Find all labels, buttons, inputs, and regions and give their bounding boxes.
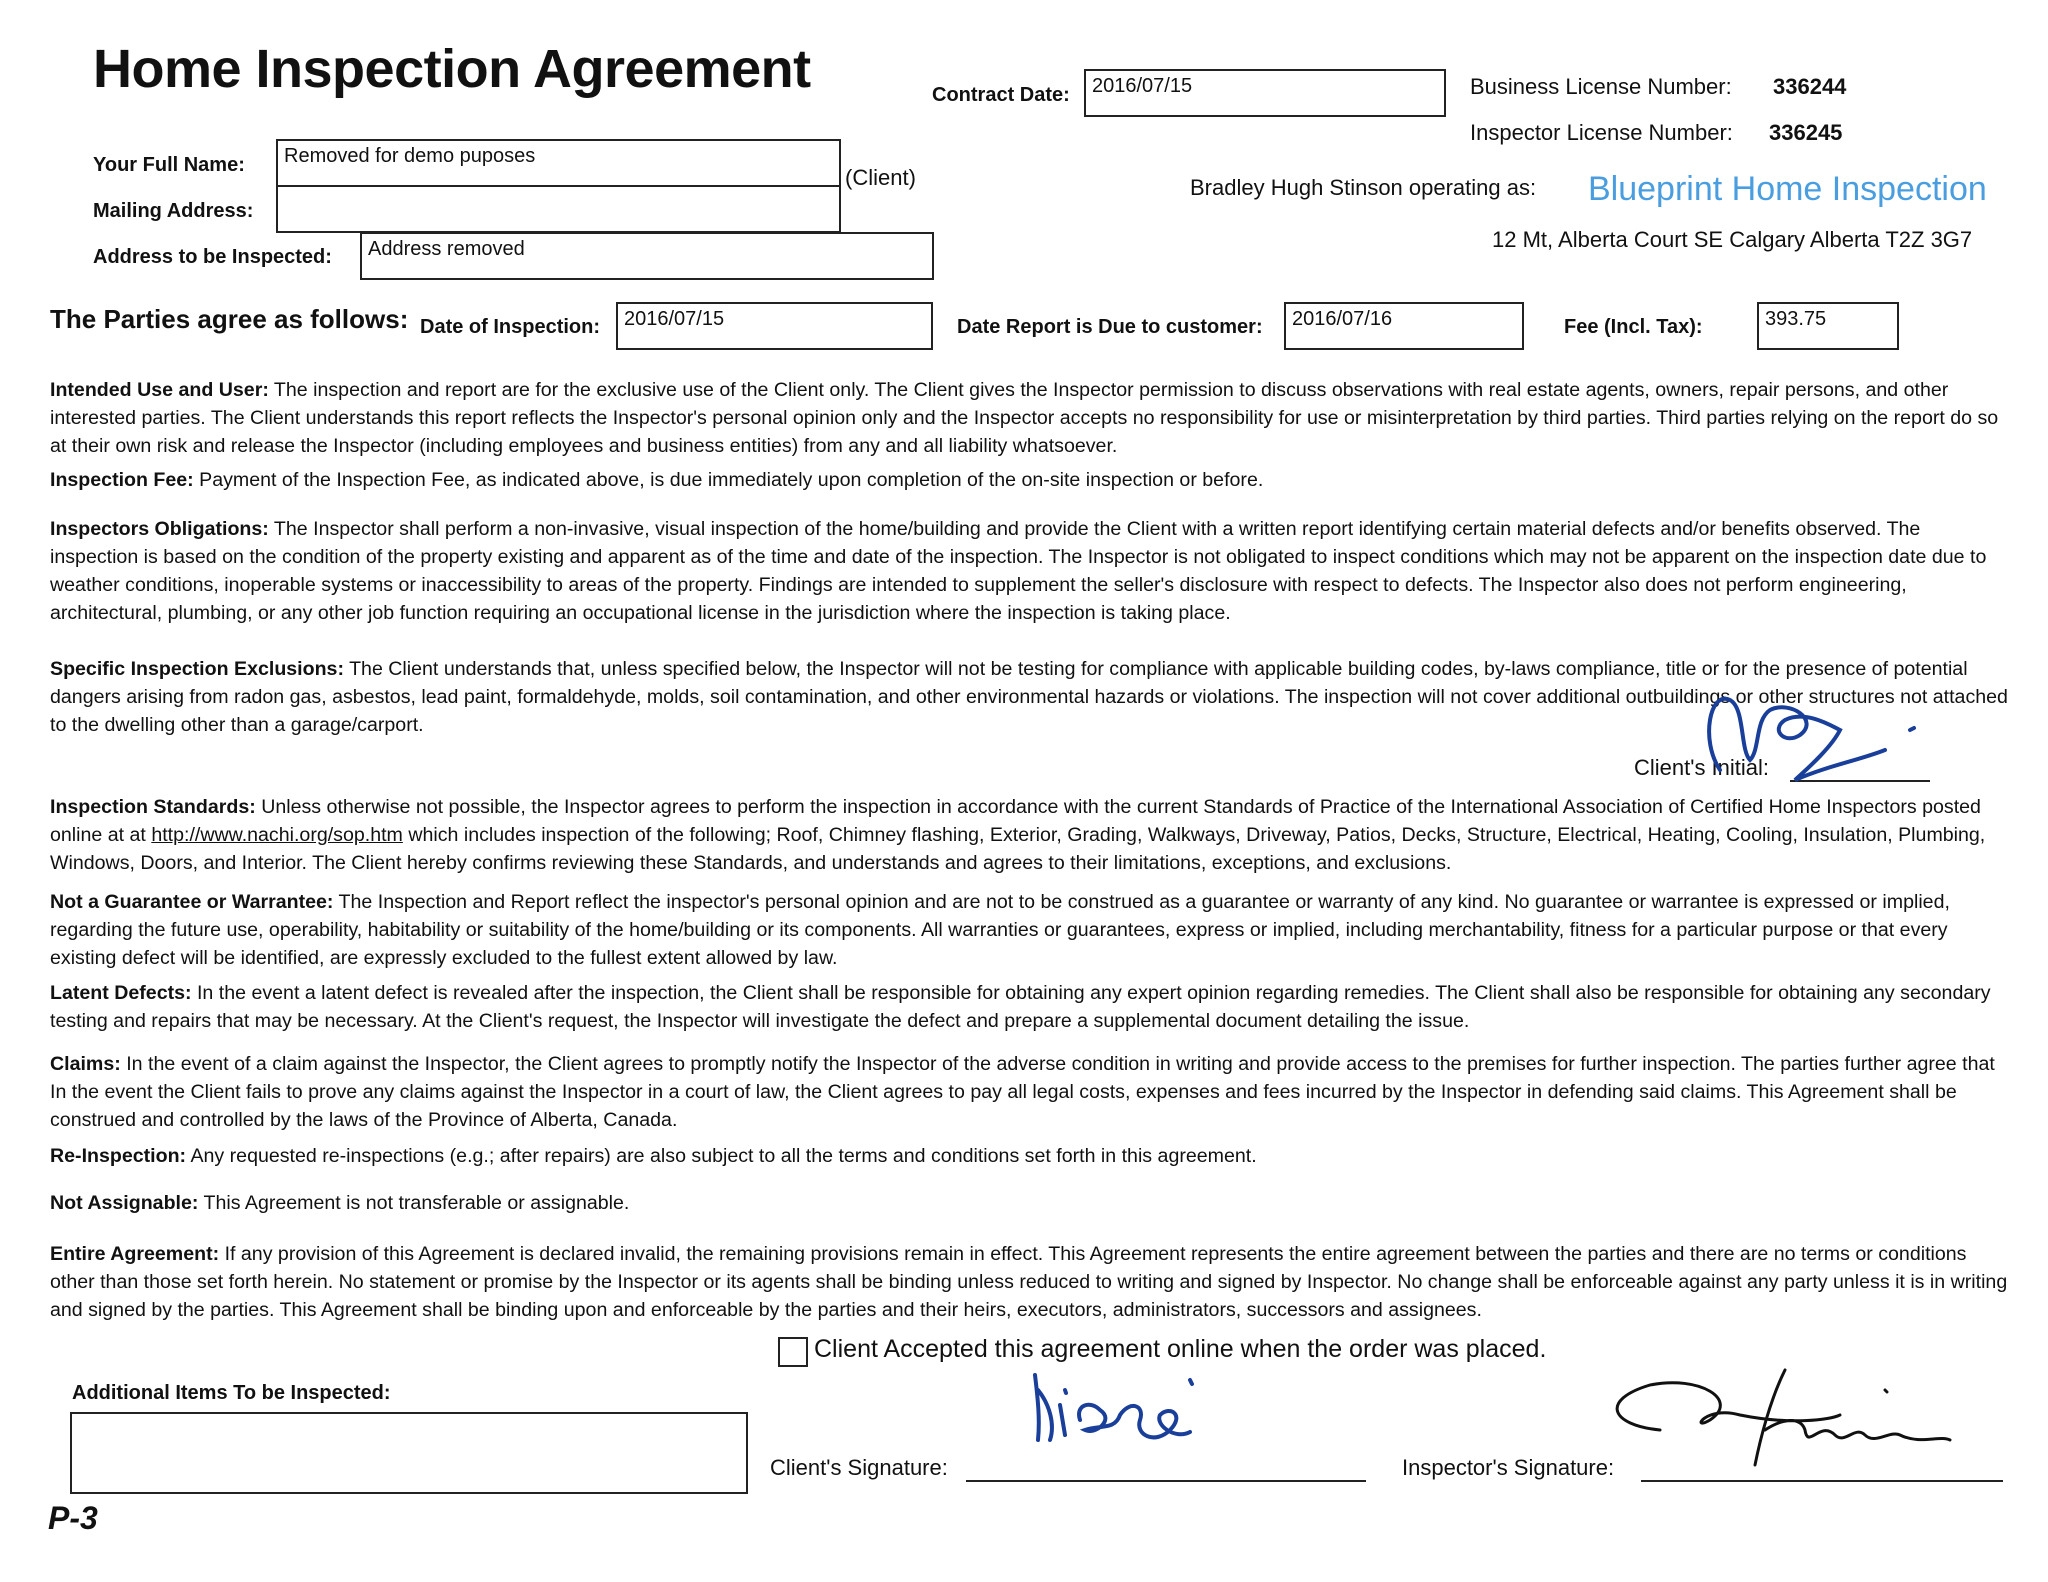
clause-claims [50, 1050, 2010, 1134]
mailing-address-field[interactable] [276, 185, 841, 233]
accepted-online-checkbox[interactable] [778, 1337, 808, 1367]
contract-date-label: Contract Date: [932, 84, 1070, 106]
clause-latent-defects [50, 979, 2010, 1035]
clause-text: The Inspector shall perform a non-invasive, visual inspection of the home/building and provide the Client with a written report identifying certain material defects and/or benefits observed. The inspection is based on the condition of the property existing and apparent as of the time and date of the inspection. The Inspector is not obligated to inspect conditions which may not be apparent on the inspection date due to weather conditions, inoperable systems or inaccessibility to areas of the property. Findings are intended to supplement the seller's disclosure with respect to defects. The Inspector also does not perform engineering, architectural, plumbing, or any other job function requiring an occupational license in the jurisdiction where the inspection is taking place. [50, 518, 1987, 624]
clause-text: In the event a latent defect is revealed after the inspection, the Client shall be responsible for obtaining any expert opinion regarding remedies. The Client shall also be responsible for obtaining any secondary testing and repairs that may be necessary. At the Client's request, the Inspector will investigate the defect and prepare a supplemental document detailing the issue. [50, 982, 1991, 1032]
full-name-field[interactable]: Removed for demo puposes [276, 139, 841, 187]
clause-intended-use [50, 376, 2010, 460]
inspector-signature-line[interactable] [1641, 1480, 2003, 1482]
clause-heading: Not Assignable: [50, 1192, 199, 1214]
clause-heading: Entire Agreement: [50, 1243, 220, 1265]
additional-items-label: Additional Items To be Inspected: [72, 1382, 391, 1404]
contract-date-field[interactable]: 2016/07/15 [1084, 69, 1446, 117]
clause-reinspection [50, 1142, 2010, 1170]
clause-text: If any provision of this Agreement is declared invalid, the remaining provisions remain in effect. This Agreement represents the entire agreement between the parties and there are no terms or conditions other than those set forth herein. No statement or promise by the Inspector or its agents shall be binding unless reduced to writing and signed by Inspector. No change shall be enforceable against any party unless it is in writing and signed by the parties. This Agreement shall be binding upon and enforceable by the parties and their heirs, executors, administrators, successors and assignees. [50, 1243, 2008, 1321]
fee-label: Fee (Incl. Tax): [1564, 316, 1703, 338]
fee-field[interactable]: 393.75 [1757, 302, 1899, 350]
clause-entire-agreement [50, 1240, 2010, 1324]
inspector-signature-label: Inspector's Signature: [1402, 1455, 1615, 1480]
client-signature-ink [1020, 1360, 1240, 1460]
clause-text: The Inspection and Report reflect the inspector's personal opinion and are not to be construed as a guarantee or warranty of any kind. No guarantee or warrantee is expressed or implied, regarding the future use, operability, habitability or suitability of the home/building or its components. All warranties or guarantees, express or implied, including merchantability, fitness for a particular purpose or that every existing defect will be identified, are expressly excluded to the fullest extent allowed by law. [50, 891, 1950, 969]
clause-obligations [50, 515, 2010, 627]
client-signature-line[interactable] [966, 1480, 1366, 1482]
clause-heading: Inspection Fee: [50, 469, 194, 491]
parties-heading: The Parties agree as follows: [50, 304, 409, 334]
inspection-date-field[interactable]: 2016/07/15 [616, 302, 933, 350]
clause-heading: Specific Inspection Exclusions: [50, 658, 344, 680]
clause-heading: Not a Guarantee or Warrantee: [50, 891, 334, 913]
clause-heading: Claims: [50, 1053, 121, 1075]
business-license-label: Business License Number: [1470, 74, 1732, 99]
clause-inspection-fee [50, 466, 2010, 494]
inspector-license-value: 336245 [1769, 120, 1843, 145]
full-name-label: Your Full Name: [93, 154, 245, 176]
client-tag: (Client) [845, 165, 916, 190]
clause-standards [50, 793, 2010, 877]
operator-text: Bradley Hugh Stinson operating as: [1190, 175, 1537, 200]
sop-link[interactable]: http://www.nachi.org/sop.htm [151, 824, 403, 846]
additional-items-field[interactable] [70, 1412, 748, 1494]
clause-text: Unless otherwise not possible, the Inspector agrees to perform the inspection in accordance with the current Standards of Practice of the International Association of Certified Home Inspectors posted online at at [50, 796, 1981, 846]
mailing-address-label: Mailing Address: [93, 200, 254, 222]
page-number: P-3 [48, 1500, 98, 1536]
inspector-license-label: Inspector License Number: [1470, 120, 1733, 145]
report-due-field[interactable]: 2016/07/16 [1284, 302, 1524, 350]
clause-not-assignable [50, 1189, 2010, 1217]
client-initial-ink [1690, 680, 1950, 790]
clause-guarantee [50, 888, 2010, 972]
clause-heading: Inspectors Obligations: [50, 518, 269, 540]
clause-text: The Client understands that, unless specified below, the Inspector will not be testing for compliance with applicable building codes, by-laws compliance, title or for the presence of potential dangers arising from radon gas, asbestos, lead paint, formaldehyde, molds, soil contamination, and other environmental hazards or violations. The inspection will not cover additional outbuildings or other structures not attached to the dwelling other than a garage/carport. [50, 658, 2008, 736]
clause-heading: Intended Use and User: [50, 379, 269, 401]
inspected-address-label: Address to be Inspected: [93, 246, 332, 268]
clause-text: This Agreement is not transferable or assignable. [198, 1192, 630, 1214]
company-address: 12 Mt, Alberta Court SE Calgary Alberta T2Z 3G7 [1492, 227, 1973, 252]
inspected-address-field[interactable]: Address removed [360, 232, 934, 280]
page-title: Home Inspection Agreement [93, 39, 811, 99]
client-signature-label: Client's Signature: [770, 1455, 948, 1480]
clause-text: The inspection and report are for the exclusive use of the Client only. The Client gives the Inspector permission to discuss observations with real estate agents, owners, repair persons, and other interested parties. The Client understands this report reflects the Inspector's personal opinion only and the Inspector accepts no responsibility for use or misinterpretation by third parties. Third parties relying on the report do so at their own risk and release the Inspector (including employees and business entities) from any and all liability whatsoever. [50, 379, 1999, 457]
clause-heading: Inspection Standards: [50, 796, 256, 818]
report-due-label: Date Report is Due to customer: [957, 316, 1263, 338]
business-license-value: 336244 [1773, 74, 1847, 99]
clause-text: which includes inspection of the following; Roof, Chimney flashing, Exterior, Grading, Walkways, Driveway, Patios, Decks, Structure, Electrical, Heating, Cooling, Insulation, Plumbing, Windows, Doors, and Interior. The Client hereby confirms reviewing these Standards, and understands and agrees to their limitations, exceptions, and exclusions. [50, 824, 1986, 874]
clause-heading: Latent Defects: [50, 982, 192, 1004]
clause-text: Payment of the Inspection Fee, as indicated above, is due immediately upon completion of the on-site inspection or before. [193, 469, 1264, 491]
inspector-signature-ink [1590, 1360, 1970, 1480]
clause-text: Any requested re-inspections (e.g.; after repairs) are also subject to all the terms and conditions set forth in this agreement. [186, 1145, 1257, 1167]
inspection-date-label: Date of Inspection: [420, 316, 601, 338]
company-name: Blueprint Home Inspection [1588, 170, 1987, 208]
clause-text: In the event of a claim against the Inspector, the Client agrees to promptly notify the Inspector of the adverse condition in writing and provide access to the premises for further inspection. The parties further agree that In the event the Client fails to prove any claims against the Inspector in a court of law, the Client agrees to pay all legal costs, expenses and fees incurred by the Inspector in defending said claims. This Agreement shall be construed and controlled by the laws of the Province of Alberta, Canada. [50, 1053, 1995, 1131]
clause-heading: Re-Inspection: [50, 1145, 187, 1167]
accepted-online-label: Client Accepted this agreement online when the order was placed. [814, 1335, 1547, 1363]
client-initial-label: Client's Initial: [1634, 755, 1770, 780]
